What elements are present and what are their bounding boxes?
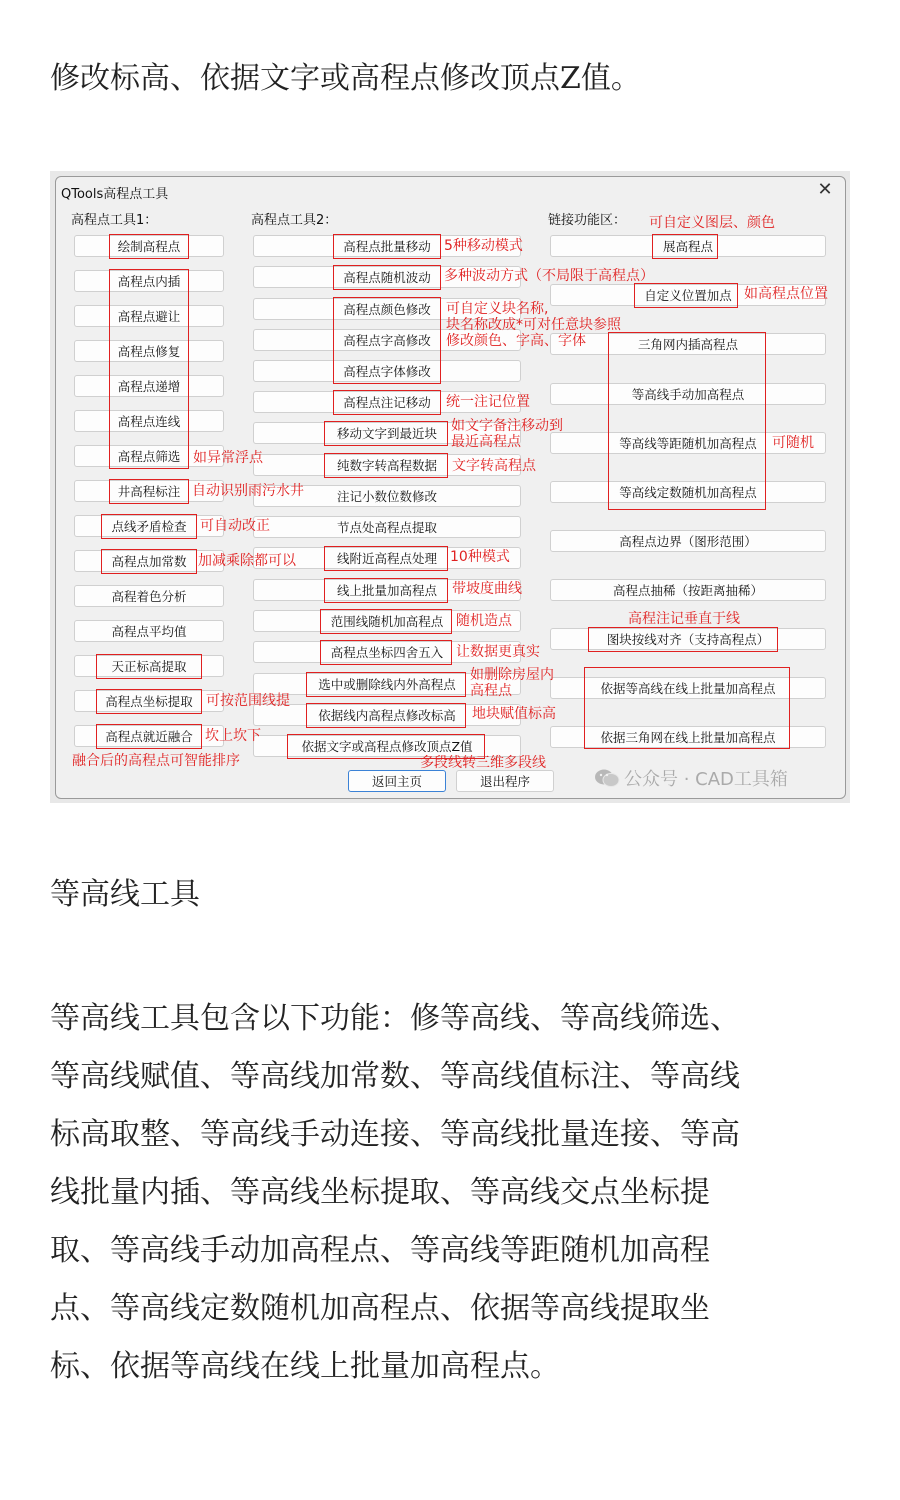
annotation: 修改颜色、字高、字体 <box>446 333 586 349</box>
btn-filter-points[interactable]: 高程点筛选 <box>74 445 224 467</box>
btn-batch-add-on-line[interactable]: 线上批量加高程点 <box>253 579 521 601</box>
annotation: 10种模式 <box>450 549 510 565</box>
annotation: 多种波动方式（不局限于高程点） <box>444 268 654 284</box>
group-label-links: 链接功能区： <box>548 213 627 228</box>
btn-node-extract[interactable]: 节点处高程点提取 <box>253 516 521 538</box>
dialog-screenshot <box>50 171 850 803</box>
annotation: 如删除房屋内 <box>470 667 554 683</box>
qtools-dialog <box>55 176 846 799</box>
btn-random-wave[interactable]: 高程点随机波动 <box>253 266 521 288</box>
btn-average[interactable]: 高程点平均值 <box>74 620 224 642</box>
annotation: 高程注记垂直于线 <box>628 611 740 627</box>
btn-round-coords[interactable]: 高程点坐标四舍五入 <box>253 641 521 663</box>
watermark <box>594 765 788 791</box>
annotation: 多段线转三维多段线 <box>420 755 546 771</box>
btn-avoid-point[interactable]: 高程点避让 <box>74 305 224 327</box>
watermark-text: 公众号 · CAD工具箱 <box>624 769 788 790</box>
btn-tin-interpolate[interactable]: 三角网内插高程点 <box>550 333 826 355</box>
annotation: 高程点 <box>470 683 512 699</box>
annotation: 5种移动模式 <box>444 238 523 254</box>
btn-number-to-elevation[interactable]: 纯数字转高程数据 <box>253 454 521 476</box>
btn-modify-vertex-z[interactable]: 依据文字或高程点修改顶点Z值 <box>253 735 521 757</box>
btn-draw-elevation-point[interactable]: 绘制高程点 <box>74 235 224 257</box>
btn-contour-equidistant-random[interactable]: 等高线等距随机加高程点 <box>550 432 826 454</box>
highlight-box <box>109 269 189 469</box>
annotation: 最近高程点 <box>451 434 521 450</box>
btn-color-analysis[interactable]: 高程着色分析 <box>74 585 224 607</box>
btn-coord-extract[interactable]: 高程点坐标提取 <box>74 690 224 712</box>
exit-button[interactable]: 退出程序 <box>456 770 554 792</box>
btn-change-color[interactable]: 高程点颜色修改 <box>253 298 521 320</box>
btn-near-line-process[interactable]: 线附近高程点处理 <box>253 547 521 569</box>
annotation: 统一注记位置 <box>446 394 530 410</box>
btn-move-text-nearest[interactable]: 移动文字到最近块 <box>253 422 521 444</box>
annotation: 加减乘除都可以 <box>198 553 296 569</box>
annotation: 可自定义图层、颜色 <box>649 215 775 231</box>
btn-tangent-extract[interactable]: 天正标高提取 <box>74 655 224 677</box>
btn-select-delete-inside[interactable]: 选中或删除线内外高程点 <box>253 673 521 695</box>
return-home-button[interactable]: 返回主页 <box>348 770 446 792</box>
annotation: 可自定义块名称, <box>446 301 549 317</box>
group-label-tools1: 高程点工具1： <box>71 213 158 228</box>
annotation: 地块赋值标高 <box>472 706 556 722</box>
btn-show-points[interactable]: 展高程点 <box>550 235 826 257</box>
btn-repair-point[interactable]: 高程点修复 <box>74 340 224 362</box>
btn-contour-batch-on-line[interactable]: 依据等高线在线上批量加高程点 <box>550 677 826 699</box>
btn-custom-position-add[interactable]: 自定义位置加点 <box>550 284 826 306</box>
btn-change-font[interactable]: 高程点字体修改 <box>253 360 521 382</box>
btn-align-blocks[interactable]: 图块按线对齐（支持高程点） <box>550 628 826 650</box>
btn-point-boundary[interactable]: 高程点边界（图形范围） <box>550 530 826 552</box>
annotation: 坎上坎下 <box>205 728 261 744</box>
annotation: 融合后的高程点可智能排序 <box>72 753 240 769</box>
btn-batch-move[interactable]: 高程点批量移动 <box>253 235 521 257</box>
btn-increment-point[interactable]: 高程点递增 <box>74 375 224 397</box>
annotation: 可按范围线提 <box>206 693 290 709</box>
annotation: 随机造点 <box>456 613 512 629</box>
annotation: 块名称改成*可对任意块参照 <box>446 317 621 333</box>
btn-decimal-places[interactable]: 注记小数位数修改 <box>253 485 521 507</box>
btn-modify-by-inner-points[interactable]: 依据线内高程点修改标高 <box>253 704 521 726</box>
annotation: 如高程点位置 <box>744 286 828 302</box>
btn-point-line-check[interactable]: 点线矛盾检查 <box>74 515 224 537</box>
btn-merge-nearby[interactable]: 高程点就近融合 <box>74 725 224 747</box>
btn-add-constant[interactable]: 高程点加常数 <box>74 550 224 572</box>
group-label-tools2: 高程点工具2： <box>251 213 338 228</box>
btn-connect-points[interactable]: 高程点连线 <box>74 410 224 432</box>
section-body: 等高线工具包含以下功能：修等高线、等高线筛选、 等高线赋值、等高线加常数、等高线值标注、等高线 标高取整、等高线手动连接、等高线批量连接、等高 线批量内插、等高线坐标提取、等高线交点坐标提 取、等高线手动加高程点、等高线等距随机加高程 点、等高线定数随机加高程点、依据等高线提取坐 标、依据等高线在线上批量加高程点。 <box>50 1001 740 1384</box>
intro-paragraph: 修改标高、依据文字或高程点修改顶点Z值。 <box>50 61 641 96</box>
annotation: 带坡度曲线 <box>452 581 522 597</box>
dialog-title: QTools高程点工具 <box>61 187 169 202</box>
annotation: 如异常浮点 <box>193 450 263 466</box>
btn-interpolate-point[interactable]: 高程点内插 <box>74 270 224 292</box>
btn-thin-points[interactable]: 高程点抽稀（按距离抽稀） <box>550 579 826 601</box>
annotation: 可随机 <box>772 435 814 451</box>
section-title: 等高线工具 <box>50 877 200 912</box>
btn-move-annotation[interactable]: 高程点注记移动 <box>253 391 521 413</box>
annotation: 让数据更真实 <box>456 644 540 660</box>
annotation: 文字转高程点 <box>452 458 536 474</box>
annotation: 如文字备注移动到 <box>451 418 563 434</box>
btn-random-in-boundary[interactable]: 范围线随机加高程点 <box>253 610 521 632</box>
btn-tin-batch-on-line[interactable]: 依据三角网在线上批量加高程点 <box>550 726 826 748</box>
btn-change-text-height[interactable]: 高程点字高修改 <box>253 329 521 351</box>
wechat-icon <box>594 768 620 788</box>
close-icon[interactable]: ✕ <box>817 179 833 200</box>
btn-contour-manual-add[interactable]: 等高线手动加高程点 <box>550 383 826 405</box>
annotation: 自动识别雨污水井 <box>192 483 304 499</box>
annotation: 可自动改正 <box>200 518 270 534</box>
btn-manhole-label[interactable]: 井高程标注 <box>74 480 224 502</box>
btn-contour-count-random[interactable]: 等高线定数随机加高程点 <box>550 481 826 503</box>
